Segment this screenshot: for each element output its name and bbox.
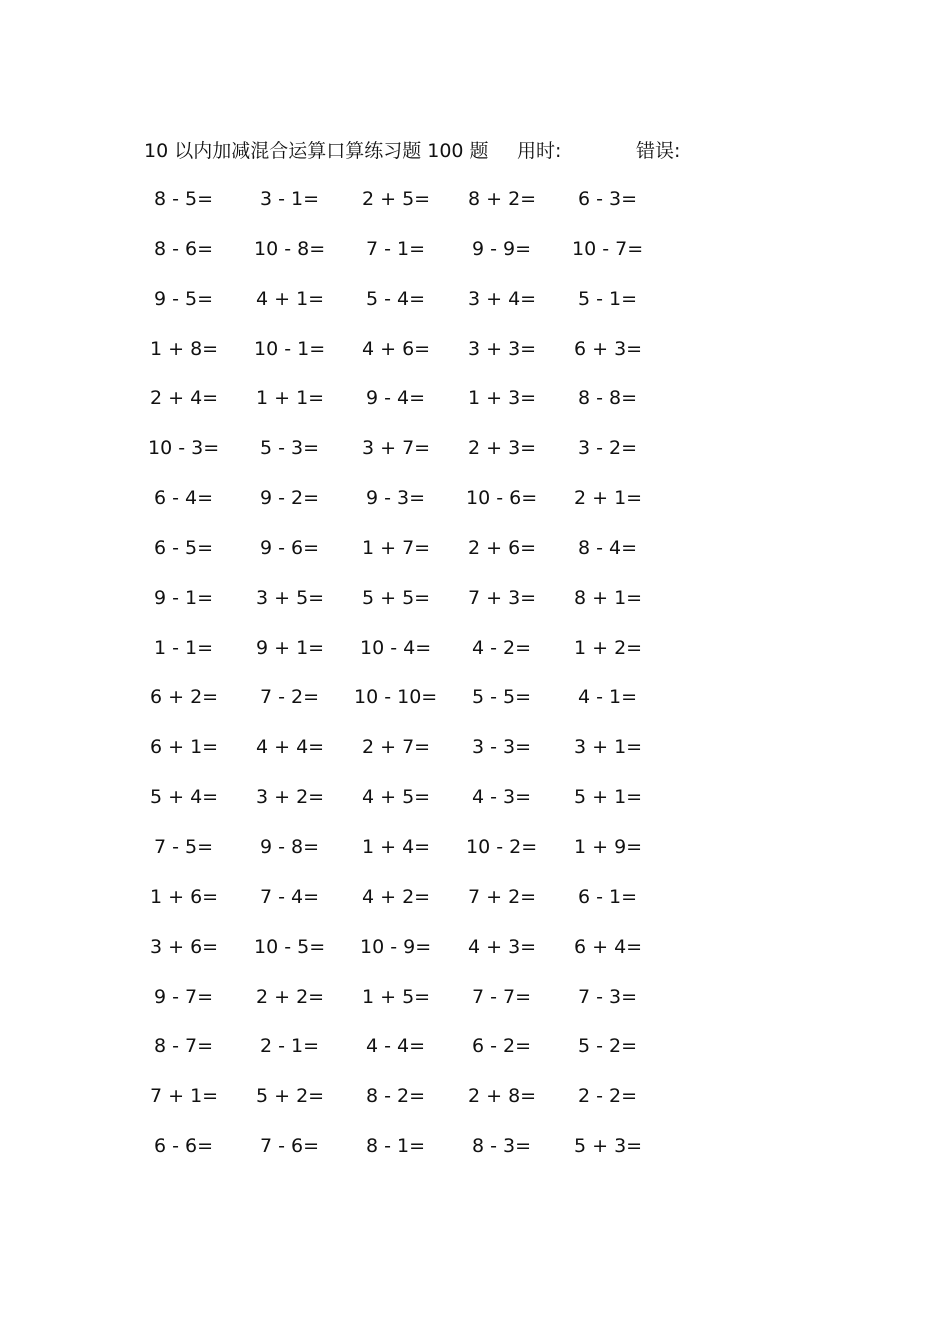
problem-item: 4 - 1= xyxy=(578,686,638,709)
problem-item: 10 - 5= xyxy=(254,935,326,958)
problem-item: 10 - 1= xyxy=(254,337,326,360)
problem-row xyxy=(0,1081,950,1131)
problem-item: 10 - 2= xyxy=(466,835,538,858)
problem-item: 7 - 1= xyxy=(366,237,426,260)
problem-row xyxy=(0,583,950,633)
problem-row xyxy=(0,1131,950,1181)
problem-item: 3 + 3= xyxy=(468,337,537,360)
problem-item: 9 - 5= xyxy=(154,287,214,310)
problem-row xyxy=(0,1031,950,1081)
problem-row xyxy=(0,782,950,832)
problem-row xyxy=(0,982,950,1032)
problem-item: 9 - 8= xyxy=(260,835,320,858)
problem-item: 4 - 4= xyxy=(366,1035,426,1058)
problem-item: 2 - 2= xyxy=(578,1085,638,1108)
problem-item: 4 - 3= xyxy=(472,786,532,809)
problem-item: 4 + 5= xyxy=(362,786,431,809)
problem-item: 9 - 7= xyxy=(154,985,214,1008)
problem-item: 8 + 1= xyxy=(574,586,643,609)
problem-item: 5 - 3= xyxy=(260,437,320,460)
problem-item: 9 - 3= xyxy=(366,487,426,510)
problem-row xyxy=(0,284,950,334)
problem-item: 1 + 3= xyxy=(468,387,537,410)
problem-row xyxy=(0,633,950,683)
problem-item: 2 + 1= xyxy=(574,487,643,510)
problem-item: 7 + 1= xyxy=(150,1085,219,1108)
problem-item: 3 - 2= xyxy=(578,437,638,460)
worksheet-title: 10 以内加减混合运算口算练习题 100 题 xyxy=(144,140,489,162)
problem-item: 6 + 4= xyxy=(574,935,643,958)
problem-item: 1 + 2= xyxy=(574,636,643,659)
problem-item: 1 + 9= xyxy=(574,835,643,858)
problem-item: 7 - 7= xyxy=(472,985,532,1008)
problem-row xyxy=(0,882,950,932)
problem-item: 5 + 2= xyxy=(256,1085,325,1108)
problem-item: 9 - 6= xyxy=(260,536,320,559)
problem-item: 8 - 7= xyxy=(154,1035,214,1058)
problem-item: 9 - 2= xyxy=(260,487,320,510)
problem-item: 5 + 1= xyxy=(574,786,643,809)
problem-item: 4 + 2= xyxy=(362,885,431,908)
problem-item: 6 - 2= xyxy=(472,1035,532,1058)
problem-item: 7 - 5= xyxy=(154,835,214,858)
problem-item: 8 - 8= xyxy=(578,387,638,410)
problem-item: 7 - 3= xyxy=(578,985,638,1008)
problem-row xyxy=(0,832,950,882)
problem-row xyxy=(0,234,950,284)
problem-item: 5 - 4= xyxy=(366,287,426,310)
problem-item: 8 - 6= xyxy=(154,237,214,260)
problem-item: 8 - 5= xyxy=(154,188,214,210)
problem-item: 3 - 1= xyxy=(260,188,320,210)
problem-item: 10 - 9= xyxy=(360,935,432,958)
problem-item: 5 - 2= xyxy=(578,1035,638,1058)
problem-item: 2 + 5= xyxy=(362,188,431,210)
problem-item: 8 + 2= xyxy=(468,188,537,210)
problem-row xyxy=(0,334,950,384)
problem-item: 1 + 7= xyxy=(362,536,431,559)
problem-item: 4 + 1= xyxy=(256,287,325,310)
problem-item: 1 + 1= xyxy=(256,387,325,410)
problem-item: 6 - 5= xyxy=(154,536,214,559)
problem-item: 10 - 3= xyxy=(148,437,220,460)
problem-item: 4 + 6= xyxy=(362,337,431,360)
problem-item: 10 - 8= xyxy=(254,237,326,260)
problem-item: 5 + 5= xyxy=(362,586,431,609)
problem-item: 7 - 4= xyxy=(260,885,320,908)
errors-label: 错误: xyxy=(636,140,681,162)
problem-item: 7 - 2= xyxy=(260,686,320,709)
problem-item: 8 - 3= xyxy=(472,1135,532,1158)
problem-row xyxy=(0,682,950,732)
problem-item: 10 - 6= xyxy=(466,487,538,510)
problem-row xyxy=(0,533,950,583)
problem-item: 2 + 4= xyxy=(150,387,219,410)
problem-item: 7 - 6= xyxy=(260,1135,320,1158)
problem-item: 10 - 10= xyxy=(354,686,438,709)
problem-item: 1 + 6= xyxy=(150,885,219,908)
problem-item: 3 + 5= xyxy=(256,586,325,609)
problem-item: 6 - 4= xyxy=(154,487,214,510)
problem-row xyxy=(0,932,950,982)
problem-item: 1 + 4= xyxy=(362,835,431,858)
problem-item: 4 + 4= xyxy=(256,736,325,759)
problem-item: 8 - 4= xyxy=(578,536,638,559)
problem-item: 9 - 4= xyxy=(366,387,426,410)
problem-row xyxy=(0,383,950,433)
problem-item: 5 - 5= xyxy=(472,686,532,709)
problem-item: 3 - 3= xyxy=(472,736,532,759)
problem-row xyxy=(0,732,950,782)
problem-item: 3 + 1= xyxy=(574,736,643,759)
problem-item: 9 - 9= xyxy=(472,237,532,260)
problem-item: 2 + 3= xyxy=(468,437,537,460)
problem-item: 2 + 6= xyxy=(468,536,537,559)
problem-item: 5 + 3= xyxy=(574,1135,643,1158)
problem-item: 2 + 2= xyxy=(256,985,325,1008)
problem-item: 9 - 1= xyxy=(154,586,214,609)
problem-item: 7 + 3= xyxy=(468,586,537,609)
problem-item: 2 - 1= xyxy=(260,1035,320,1058)
problem-item: 4 + 3= xyxy=(468,935,537,958)
problem-item: 6 - 3= xyxy=(578,188,638,210)
problem-item: 7 + 2= xyxy=(468,885,537,908)
problem-item: 5 + 4= xyxy=(150,786,219,809)
problem-row xyxy=(0,483,950,533)
problem-item: 2 + 7= xyxy=(362,736,431,759)
problem-item: 10 - 7= xyxy=(572,237,644,260)
problem-item: 6 + 2= xyxy=(150,686,219,709)
problem-item: 6 - 6= xyxy=(154,1135,214,1158)
problem-item: 8 - 1= xyxy=(366,1135,426,1158)
problem-item: 3 + 6= xyxy=(150,935,219,958)
problem-item: 9 + 1= xyxy=(256,636,325,659)
problem-item: 4 - 2= xyxy=(472,636,532,659)
problem-item: 8 - 2= xyxy=(366,1085,426,1108)
problem-item: 1 + 8= xyxy=(150,337,219,360)
problem-item: 1 + 5= xyxy=(362,985,431,1008)
problem-item: 6 - 1= xyxy=(578,885,638,908)
problem-item: 3 + 7= xyxy=(362,437,431,460)
problem-item: 6 + 1= xyxy=(150,736,219,759)
problem-row xyxy=(0,184,950,234)
problem-grid xyxy=(0,184,950,1181)
problem-row xyxy=(0,433,950,483)
problem-item: 6 + 3= xyxy=(574,337,643,360)
time-used-label: 用时: xyxy=(517,140,562,162)
problem-item: 5 - 1= xyxy=(578,287,638,310)
problem-item: 1 - 1= xyxy=(154,636,214,659)
problem-item: 3 + 2= xyxy=(256,786,325,809)
problem-item: 2 + 8= xyxy=(468,1085,537,1108)
problem-item: 3 + 4= xyxy=(468,287,537,310)
problem-item: 10 - 4= xyxy=(360,636,432,659)
